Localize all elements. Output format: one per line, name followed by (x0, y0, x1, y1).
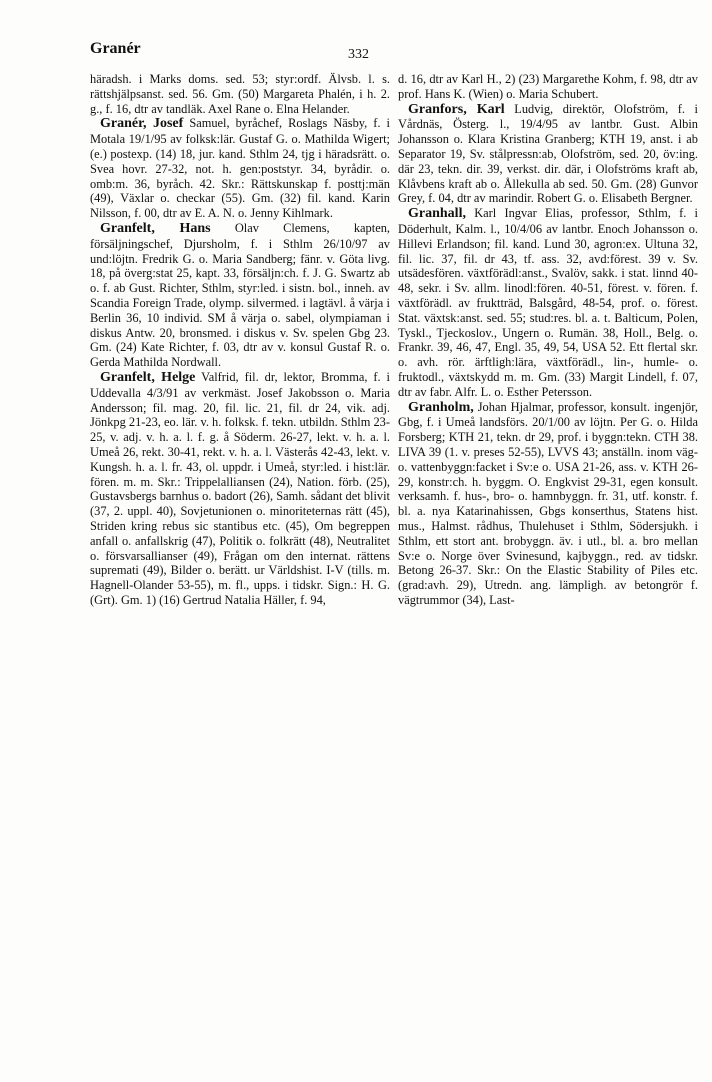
entry-hans-granfelt (90, 221, 390, 370)
entry-name: Granholm, (408, 399, 474, 415)
entry-text: Valfrid, fil. dr, lektor, Bromma, f. i Uddevalla 4/3/91 av verkmäst. Josef Jakobsson o. Maria Andersson; fil. mag. 20, fil. lic. 21, fil. dr 24, vik. adj. Jönkpg 21-23, eo. lär. v. h. folksk. f. tekn. utbildn. Sthlm 23-25, v. adj. v. h. a. l. f. g. å Söderm. 26-27, lekt. v. h. a. l. Umeå 26, rekt. 30-41, rekt. v. h. a. l. Västerås 42-43, lekt. v. Kungsh. h. a. l. fr. 43, ol. uppdr. i Umeå, styr:led. i hist:lär. fören. m. m. Skr.: Trippelalliansen (24), Nation. förb. (25), Gustavsbergs barnhus o. badort (26), Samh. sådant det blivit (37, 2. uppl. 40), Sovjetunionen o. minoriteternas rätt (45), Striden kring rebus sic stantibus etc. (45), Om begreppen anfall o. anfallskrig (47), Politik o. folkrätt (48), Neutralitet o. försvarsallianser (49), Frågan om den internat. rättens supremati (49), Bilder o. berätt. ur Världshist. I-V (tills. m. Hagnell-Olander 53-55), m. fl., upps. i tidskr. Sign.: H. G. (Grt). Gm. 1) (16) Gertrud Natalia Häller, f. 94, (90, 369, 391, 607)
right-continuation: d. 16, dtr av Karl H., 2) (23) Margarethe Kohm, f. 98, dtr av prof. Hans K. (Wien) o. Maria Schubert. (398, 72, 698, 101)
left-column (90, 72, 390, 608)
entry-text: Karl Ingvar Elias, professor, Sthlm, f. i Döderhult, Kalm. l., 10/4/06 av lantbr. Enoch Johansson o. Hillevi Erlandson; fil. kand. Lund 30, agron:ex. Ultuna 32, fil. lic. 37, fil. dr 43, tf. ass. 32, avd:förest. 39 v. Sv. utsädesfören. växtförädl:anst., Svalöv, sakk. i stat. linnd 40-48, sekr. i Sv. allm. linodl:fören. 40-51, förest. v. fören. f. växtförädl. av fruktträd, Balsgård, 48-54, prof. o. förest. Stat. växtsk:anst. sed. 55; stud:res. bl. a. t. Balticum, Polen, Tyskl., Tjeckoslov., Ungern o. Rumän. 38, Holl., Belg. o. Frankr. 39, 46, 47, Engl. 35, 49, 54, USA 52. Ett flertal skr. o. avh. rör. ärftligh:lära, växtförädl., lin-, humle- o. fruktodl., växtskydd m. m. Gm. (33) Margit Lindell, f. 07, dtr av fabr. Alfr. L. o. Esther Petersson. (398, 206, 698, 399)
entry-johan-granholm (398, 400, 698, 608)
entry-text: Olav Clemens, kapten, försäljningschef, Djursholm, f. i Sthlm 26/10/97 av und:löjtn. Fredrik G. o. Maria Sandberg; fänr. v. Göta livg. 18, på överg:stat 25, kapt. 33, försäljn:ch. f. J. G. Swartz ab o. f. ab Gust. Richter, Sthlm, styr:led. i sistn. bol., inneh. av Scandia Foreign Trade, olymp. silvermed. i lagtävl. å värja i Berlin 36, 10 individ. SM å värja o. sabel, olympiaman i diskus Antw. 20, bronsmed. i diskus v. Sv. spelen Gbg 23. Gm. (24) Kate Richter, f. 03, dtr av v. konsul Gustaf R. o. Gerda Mathilda Nordwall. (90, 220, 390, 370)
entry-name: Granhall, (408, 206, 466, 222)
entry-text: Samuel, byråchef, Roslags Näsby, f. i Motala 19/1/95 av folksk:lär. Gustaf G. o. Mathilda Wigert; (e.) postexp. (14) 18, jur. kand. Sthlm 24, tjg i häradsrätt. o. Svea hovr. 27-32, not. h. gen:poststyr. 34, byrådir. o. omb:m. 36, byråch. 42. Skr.: Rättskunskap f. posttj:män (49), Växlar o. checkar (55). Gm. (32) fil. kand. Karin Nilsson, f. 00, dtr av E. A. N. o. Jenny Kihlmark. (90, 116, 390, 221)
running-head: Granér (90, 40, 141, 57)
entry-name: Granfelt, Hans (100, 220, 211, 236)
left-continuation: häradsh. i Marks doms. sed. 53; styr:ordf. Älvsb. l. s. rättshjälpsanst. sed. 56. Gm. (50) Margareta Phalén, i h. 2. g., f. 16, dtr av tandläk. Axel Rane o. Elna Helander. (90, 72, 390, 116)
page-number: 332 (348, 47, 369, 62)
entry-text: Johan Hjalmar, professor, konsult. ingenjör, Gbg, f. i Umeå landsförs. 20/1/00 av löjtn. Per G. o. Hilda Forsberg; KTH 21, tekn. dr 29, prof. i byggn:tekn. CTH 38. LIVA 39 (1. v. preses 52-55), LVVS 43; anställn. inom väg- o. vattenbyggn:facket i Sv:e o. USA 21-26, ass. v. KTH 26-29, konstr:ch. h. byggm. O. Engkvist 29-31, egen konsult. verksamh. f. hus-, bro- o. hamnbyggn. fr. 31, utf. konstr. f. bl. a. nya Katarinahissen, Gbgs konserthus, Statens hist. mus., Halmst. rådhus, Thulehuset i Sthlm, Södersjukh. i Sthlm, ett stort ant. brobyggn. äv. i utl., bl. a. bro mellan Sv:e o. Norge över Svinesund, kajbyggn., red. av tidskr. Betong 26-37. Skr.: On the Elastic Stability of Piles etc. (grad:avh. 29), Utredn. ang. lämpligh. av betongrör f. vägtrummor (34), Last- (398, 399, 698, 607)
entry-text: Ludvig, direktör, Olofström, f. i Vårdnäs, Österg. l., 19/4/95 av lantbr. Gust. Albin Johansson o. Klara Kristina Granberg; KTH 19, anst. i ab Separator 19, Sv. stålpressn:ab, Olofström, sed. 20, öv:ing. där 23, tekn. dir. 39, verkst. dir. där, i Olofströms kraft ab, Klåvbens kraft ab o. Ållekulla ab sed. 50. Gm. (28) Gunvor Grey, f. 04, dtr av marindir. Robert G. o. Elisabeth Bergner. (398, 101, 698, 206)
entry-karl-granhall (398, 206, 698, 399)
entry-name: Granér, Josef (100, 116, 184, 132)
entry-name: Granfelt, Helge (100, 369, 196, 385)
entry-karl-granfors (398, 102, 698, 207)
right-column (398, 72, 698, 608)
entry-helge-granfelt (90, 370, 390, 608)
entry-name: Granfors, Karl (408, 101, 505, 117)
entry-josef-graner (90, 116, 390, 221)
